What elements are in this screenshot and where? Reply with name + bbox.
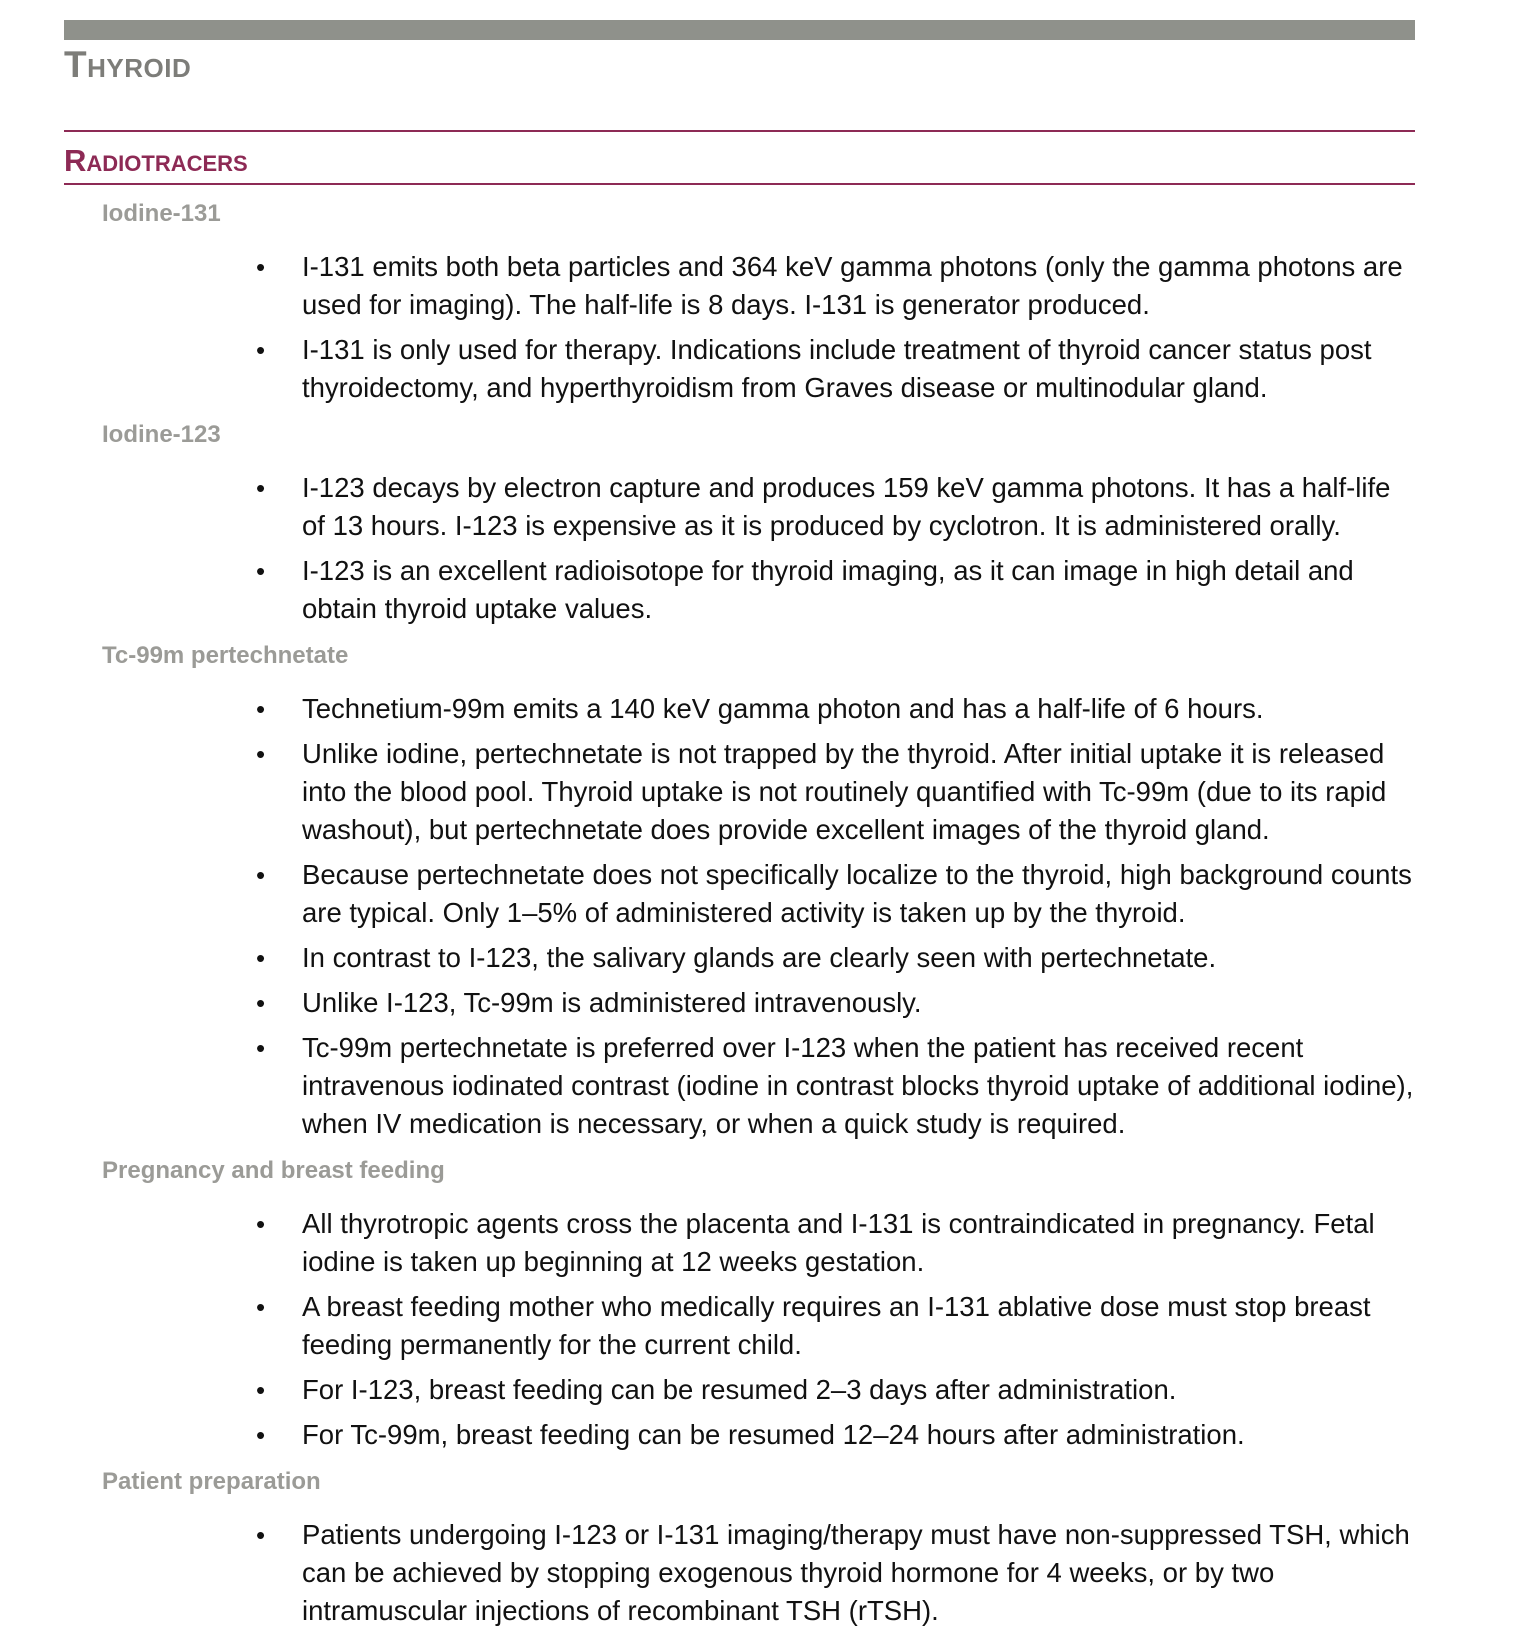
list-item: [256, 1416, 1414, 1454]
list-item: [256, 248, 1414, 324]
list-item: [256, 1371, 1414, 1409]
list-item-text: I-123 is an excellent radioisotope for thyroid imaging, as it can image in high detail and obtain thyroid uptake values.: [302, 555, 1354, 624]
list-item-text: Unlike iodine, pertechnetate is not trapped by the thyroid. After initial uptake it is released into the blood pool. Thyroid uptake is not routinely quantified with Tc-99m (due to its rapid washout), but pertechnetate does provide excellent images of the thyroid gland.: [302, 738, 1387, 845]
bullet-icon: •: [256, 473, 266, 503]
list-item: [256, 1288, 1414, 1364]
list-item: [256, 690, 1414, 728]
subsection-heading: Tc-99m pertechnetate: [102, 642, 349, 669]
bullet-icon: •: [256, 335, 266, 365]
section-content: [0, 193, 1536, 1637]
list-item-text: Patients undergoing I-123 or I-131 imaging/therapy must have non-suppressed TSH, which can be achieved by stopping exogenous thyroid hormone for 4 weeks, or by two intramuscular injections of recombinant TSH (rTSH).: [302, 1519, 1410, 1626]
chapter-header-bar: [64, 20, 1415, 40]
bullet-icon: •: [256, 943, 266, 973]
subsection-pregnancy-breast-feeding: [0, 1150, 1536, 1454]
list-item: [256, 735, 1414, 849]
list-item-text: All thyrotropic agents cross the placenta and I-131 is contraindicated in pregnancy. Fetal iodine is taken up beginning at 12 weeks gestation.: [302, 1208, 1375, 1277]
bullet-list: [0, 248, 1536, 407]
bullet-list: [0, 1205, 1536, 1454]
subsection-patient-preparation: [0, 1461, 1536, 1630]
bullet-icon: •: [256, 1292, 266, 1322]
subsection-heading: Iodine-131: [102, 200, 221, 227]
bullet-icon: •: [256, 556, 266, 586]
list-item: [256, 1205, 1414, 1281]
subsection-iodine-123: [0, 414, 1536, 628]
bullet-icon: •: [256, 739, 266, 769]
bullet-list: [0, 690, 1536, 1143]
list-item: [256, 331, 1414, 407]
bullet-icon: •: [256, 694, 266, 724]
chapter-title: Thyroid: [64, 44, 192, 85]
list-item: [256, 1029, 1414, 1143]
section-rule-top: [64, 130, 1415, 132]
list-item: [256, 552, 1414, 628]
bullet-list: [0, 469, 1536, 628]
list-item-text: I-131 emits both beta particles and 364 keV gamma photons (only the gamma photons are used for imaging). The half-life is 8 days. I-131 is generator produced.: [302, 251, 1403, 320]
subsection-heading: Iodine-123: [102, 421, 221, 448]
bullet-icon: •: [256, 1420, 266, 1450]
list-item-text: A breast feeding mother who medically requires an I-131 ablative dose must stop breast feeding permanently for the current child.: [302, 1291, 1371, 1360]
section-title: Radiotracers: [64, 143, 248, 178]
list-item: [256, 984, 1414, 1022]
subsection-tc-99m-pertechnetate: [0, 635, 1536, 1143]
list-item-text: Technetium-99m emits a 140 keV gamma photon and has a half-life of 6 hours.: [302, 693, 1264, 724]
list-item: [256, 939, 1414, 977]
list-item: [256, 469, 1414, 545]
list-item-text: I-131 is only used for therapy. Indications include treatment of thyroid cancer status post thyroidectomy, and hyperthyroidism from Graves disease or multinodular gland.: [302, 334, 1372, 403]
list-item-text: In contrast to I-123, the salivary glands are clearly seen with pertechnetate.: [302, 942, 1217, 973]
list-item: [256, 856, 1414, 932]
section-rule-bottom: [64, 183, 1415, 185]
subsection-heading: Pregnancy and breast feeding: [102, 1157, 445, 1184]
bullet-icon: •: [256, 1520, 266, 1550]
bullet-icon: •: [256, 1033, 266, 1063]
list-item-text: Because pertechnetate does not specifically localize to the thyroid, high background counts are typical. Only 1–5% of administered activity is taken up by the thyroid.: [302, 859, 1412, 928]
list-item-text: For I-123, breast feeding can be resumed 2–3 days after administration.: [302, 1374, 1177, 1405]
bullet-list: [0, 1516, 1536, 1630]
bullet-icon: •: [256, 252, 266, 282]
list-item-text: Unlike I-123, Tc-99m is administered intravenously.: [302, 987, 922, 1018]
subsection-iodine-131: [0, 193, 1536, 407]
list-item-text: I-123 decays by electron capture and produces 159 keV gamma photons. It has a half-life of 13 hours. I-123 is expensive as it is produced by cyclotron. It is administered orally.: [302, 472, 1391, 541]
subsection-heading: Patient preparation: [102, 1468, 321, 1495]
bullet-icon: •: [256, 988, 266, 1018]
bullet-icon: •: [256, 1375, 266, 1405]
bullet-icon: •: [256, 860, 266, 890]
list-item: [256, 1516, 1414, 1630]
bullet-icon: •: [256, 1209, 266, 1239]
list-item-text: Tc-99m pertechnetate is preferred over I-123 when the patient has received recent intravenous iodinated contrast (iodine in contrast blocks thyroid uptake of additional iodine), when IV medication is necessary, or when a quick study is required.: [302, 1032, 1414, 1139]
list-item-text: For Tc-99m, breast feeding can be resumed 12–24 hours after administration.: [302, 1419, 1245, 1450]
